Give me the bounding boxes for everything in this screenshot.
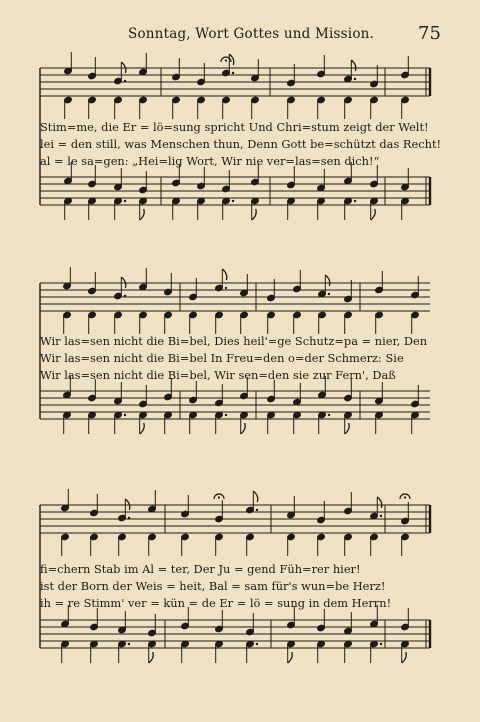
augmentation-dot bbox=[128, 517, 130, 519]
fermata-dot bbox=[218, 496, 220, 498]
augmentation-dot bbox=[380, 643, 382, 645]
note-flag bbox=[149, 652, 154, 663]
fermata-dot bbox=[404, 496, 406, 498]
augmentation-dot bbox=[256, 643, 258, 645]
augmentation-dot bbox=[256, 509, 258, 511]
note-flag bbox=[125, 499, 130, 510]
running-title: Sonntag, Wort Gottes und Mission. bbox=[128, 26, 375, 42]
lyric-verse-3: Wir las=sen nicht die Bi=bel, Wir sen=den sie zur Fern', Daß bbox=[40, 368, 396, 382]
lyric-verse-1: Stim=me, die Er = lö=sung spricht Und Chri=stum zeigt der Welt! bbox=[40, 120, 429, 134]
lyric-verse-3: al = le sa=gen: „Hei=lig Wort, Wir nie ver=las=sen dich!“ bbox=[40, 154, 380, 168]
lyric-verse-2: Wir las=sen nicht die Bi=bel In Freu=den o=der Schmerz: Sie bbox=[40, 351, 404, 365]
lyric-verse-2: lei = den still, was Menschen thun, Denn Gott be=schützt das Recht! bbox=[40, 137, 442, 151]
augmentation-dot bbox=[380, 515, 382, 517]
augmentation-dot bbox=[128, 643, 130, 645]
note-flag bbox=[253, 491, 257, 502]
page-number: 75 bbox=[418, 23, 441, 44]
note-flag bbox=[288, 652, 293, 663]
lyric-verse-1: Wir las=sen nicht die Bi=bel, Dies heil'=ge Schutz=pa = nier, Den bbox=[40, 334, 428, 348]
lyric-verse-3: ih = re Stimm' ver = kün = de Er = lö = sung in dem Herrn! bbox=[40, 596, 392, 610]
note-flag bbox=[377, 497, 382, 508]
lyric-verse-2: ist der Born der Weis = heit, Bal = sam für's wun=be Herz! bbox=[40, 579, 386, 593]
note-flag bbox=[402, 652, 407, 663]
lyric-verse-1: fi=chern Stab im Al = ter, Der Ju = gend Füh=rer hier! bbox=[40, 562, 361, 576]
